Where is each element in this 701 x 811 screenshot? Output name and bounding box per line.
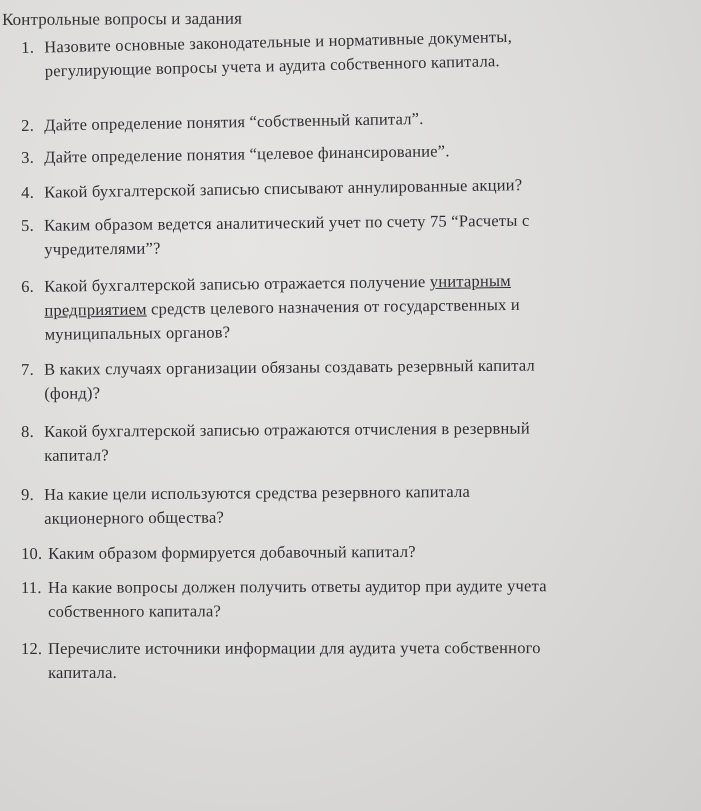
question-item	[21, 104, 621, 138]
question-number: 5.	[21, 215, 35, 235]
question-text-after: средств целевого назначения от государственных и муниципальных органов?	[44, 294, 520, 344]
question-text	[21, 267, 642, 347]
question-number: 12.	[21, 638, 43, 658]
question-text: На какие цели используются средства резервного капитала акционерного общества?	[44, 481, 471, 528]
question-text-underlined: унитарным предприятием	[44, 271, 511, 320]
question-item	[21, 171, 641, 205]
question-number: 1.	[21, 37, 35, 57]
question-number: 7.	[21, 359, 34, 379]
question-number: 2.	[21, 115, 35, 135]
question-text: Назовите основные законодательные и нормативные документы, регулирующие вопросы учета и аудита собственного капитала.	[44, 26, 513, 81]
question-text: В каких случаях организации обязаны создавать резервный капитал (фонд)?	[44, 355, 536, 403]
question-text: Дайте определение понятия “целевое финансирование”.	[44, 141, 450, 167]
question-item	[21, 137, 621, 170]
question-item	[21, 636, 681, 685]
question-text: Дайте определение понятия “собственный капитал”.	[44, 108, 424, 135]
question-text-before: Какой бухгалтерской записью отражается получение	[44, 272, 430, 296]
question-text: Каким образом ведется аналитический учет по счету 75 “Расчеты с учредителями”?	[44, 210, 530, 259]
question-item	[21, 539, 641, 566]
question-number: 11.	[21, 577, 42, 597]
question-text: На какие вопросы должен получить ответы аудитор при аудите учета собственного капитала?	[48, 576, 547, 621]
question-number: 4.	[21, 182, 35, 202]
question-text: Каким образом формируется добавочный капитал?	[48, 541, 416, 563]
question-number: 9.	[21, 484, 34, 504]
question-item	[21, 353, 651, 406]
question-number: 3.	[21, 147, 35, 167]
section-heading: Контрольные вопросы и задания	[2, 8, 243, 29]
question-item	[21, 208, 641, 262]
question-number: 8.	[21, 421, 34, 441]
question-number: 6.	[21, 276, 35, 296]
question-text: Перечислите источники информации для аудита учета собственного капитала.	[48, 638, 541, 682]
question-item	[21, 574, 681, 624]
question-item	[21, 22, 622, 84]
question-item	[21, 479, 641, 531]
question-text: Какой бухгалтерской записью отражаются отчисления в резервный капитал?	[44, 418, 530, 465]
question-text: Какой бухгалтерской записью списывают аннулированные акции?	[44, 175, 523, 202]
question-number: 10.	[21, 543, 43, 563]
question-item	[21, 267, 642, 347]
question-item	[21, 416, 641, 468]
